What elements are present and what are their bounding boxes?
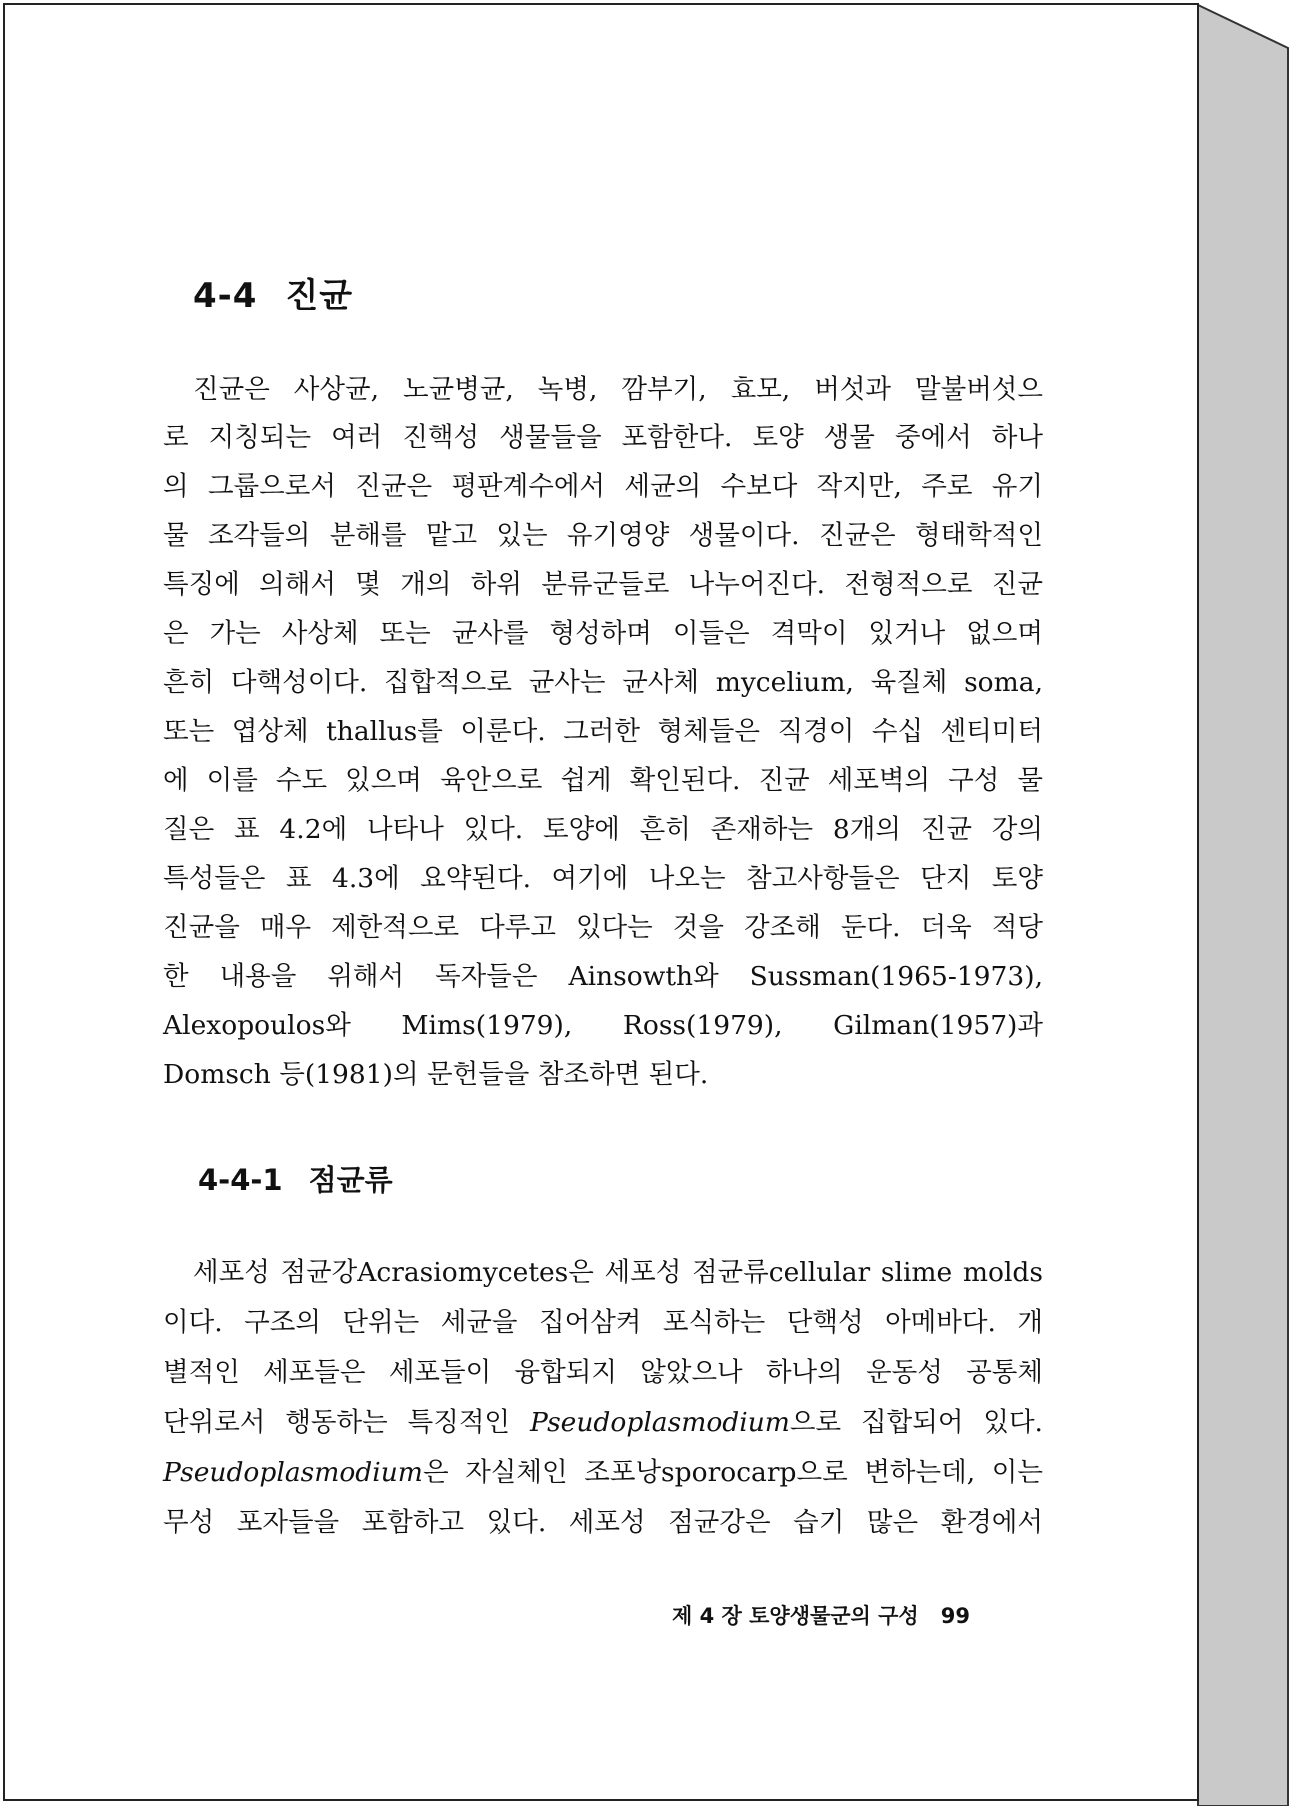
text-line: 의 그룹으로서 진균은 평판계수에서 세균의 수보다 작지만, 주로 유기 [163, 471, 1043, 502]
italic-term: Pseudoplasmodium [529, 1407, 790, 1438]
italic-term: Pseudoplasmodium [163, 1457, 423, 1488]
text-span: 은 자실체인 조포낭sporocarp으로 변하는데, 이는 [422, 1457, 1043, 1488]
section-title: 진균 [285, 276, 354, 316]
section-number: 4-4 [193, 276, 258, 316]
chapter-title: 제 4 장 토양생물군의 구성 [672, 1604, 919, 1628]
running-footer [672, 1600, 970, 1630]
text-line: 물 조각들의 분해를 맡고 있는 유기영양 생물이다. 진균은 형태학적인 [163, 520, 1043, 551]
text-line: 흔히 다핵성이다. 집합적으로 균사는 균사체 mycelium, 육질체 soma, [163, 667, 1043, 698]
text-line: 특성들은 표 4.3에 요약된다. 여기에 나오는 참고사항들은 단지 토양 [163, 863, 1043, 894]
text-line: 한 내용을 위해서 독자들은 Ainsowth와 Sussman(1965-1973), [163, 961, 1043, 992]
text-line: 세포성 점균강Acrasiomycetes은 세포성 점균류cellular slime molds [193, 1257, 1043, 1288]
text-line [163, 1405, 1043, 1441]
subsection-heading [198, 1158, 393, 1199]
text-line: Domsch 등(1981)의 문헌들을 참조하면 된다. [163, 1059, 709, 1090]
text-line: 로 지칭되는 여러 진핵성 생물들을 포함한다. 토양 생물 중에서 하나 [163, 422, 1043, 453]
page-number: 99 [940, 1604, 970, 1628]
text-line: 무성 포자들을 포함하고 있다. 세포성 점균강은 습기 많은 환경에서 [163, 1507, 1043, 1538]
text-span: 으로 집합되어 있다. [789, 1407, 1043, 1438]
text-line: 진균은 사상균, 노균병균, 녹병, 깜부기, 효모, 버섯과 말불버섯으 [193, 374, 1043, 405]
section-heading [193, 268, 353, 317]
text-line: 특징에 의해서 몇 개의 하위 분류군들로 나누어진다. 전형적으로 진균 [163, 569, 1043, 600]
text-line: 질은 표 4.2에 나타나 있다. 토양에 흔히 존재하는 8개의 진균 강의 [163, 814, 1043, 845]
text-line: 또는 엽상체 thallus를 이룬다. 그러한 형체들은 직경이 수십 센티미터 [163, 716, 1043, 747]
text-line: 은 가는 사상체 또는 균사를 형성하며 이들은 격막이 있거나 없으며 [163, 618, 1043, 649]
text-line: 에 이를 수도 있으며 육안으로 쉽게 확인된다. 진균 세포벽의 구성 물 [163, 765, 1043, 796]
text-span: 단위로서 행동하는 특징적인 [163, 1407, 530, 1438]
subsection-number: 4-4-1 [198, 1163, 283, 1197]
subsection-title: 점균류 [308, 1163, 393, 1197]
text-line: Alexopoulos와 Mims(1979), Ross(1979), Gilman(1957)과 [163, 1010, 1043, 1041]
text-line: 진균을 매우 제한적으로 다루고 있다는 것을 강조해 둔다. 더욱 적당 [163, 912, 1043, 943]
text-line [163, 1455, 1043, 1491]
text-line: 이다. 구조의 단위는 세균을 집어삼켜 포식하는 단핵성 아메바다. 개 [163, 1307, 1043, 1338]
text-line: 별적인 세포들은 세포들이 융합되지 않았으나 하나의 운동성 공통체 [163, 1357, 1043, 1388]
